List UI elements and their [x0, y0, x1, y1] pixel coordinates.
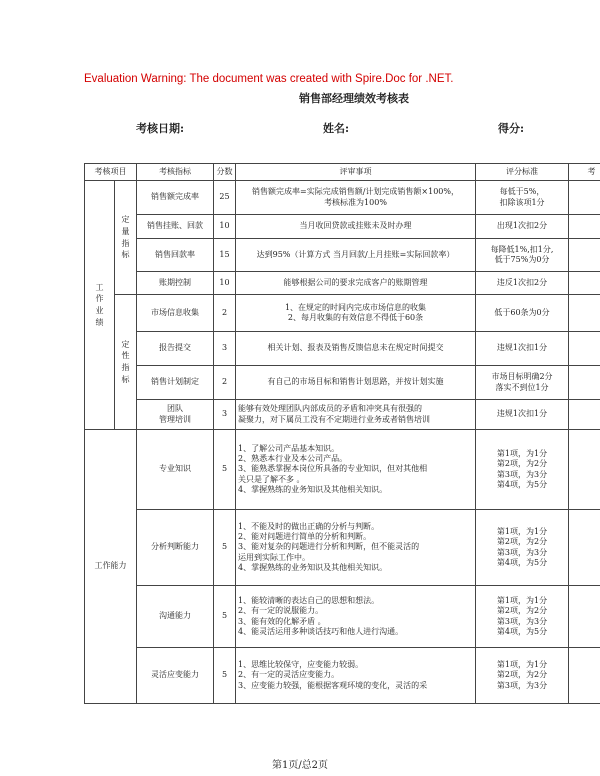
extra-cell [569, 295, 600, 332]
review-item-cell: 达到95%（计算方式 当月回款/上月挂账=实际回款率） [236, 239, 476, 272]
extra-cell [569, 400, 600, 430]
extra-cell [569, 430, 600, 510]
name-label: 姓名: [323, 122, 350, 135]
review-item-cell: 有自己的市场目标和销售计划思路，并按计划实施 [236, 366, 476, 400]
review-item-cell: 1、思维比较保守，应变能力较弱。 2、有一定的灵活应变能力。 3、应变能力较强，能根据客观环境的变化，灵活的采 [236, 648, 476, 704]
standard-cell: 违规1次扣1分 [476, 332, 569, 366]
score-cell: 5 [214, 430, 236, 510]
standard-cell: 每低于5%， 扣除该项1分 [476, 181, 569, 215]
page-title: 销售部经理绩效考核表 [299, 92, 409, 105]
column-header: 考核项目 [85, 164, 137, 181]
indicator-cell: 销售回款率 [137, 239, 214, 272]
page-number: 第1页/总2页 [271, 760, 329, 771]
extra-cell [569, 510, 600, 586]
extra-cell [569, 239, 600, 272]
group-work-ability: 工作能力 [85, 430, 137, 704]
indicator-cell: 专业知识 [137, 430, 214, 510]
extra-cell [569, 215, 600, 239]
review-item-cell: 能够根据公司的要求完成客户的账期管理 [236, 272, 476, 295]
indicator-cell: 团队 管理培训 [137, 400, 214, 430]
column-header: 分数 [214, 164, 236, 181]
score-cell: 3 [214, 400, 236, 430]
group-qualitative: 定性指标 [115, 295, 137, 430]
table-row [85, 648, 600, 704]
score-cell: 15 [214, 239, 236, 272]
table-row [85, 181, 600, 215]
review-item-cell: 1、在规定的时间内完成市场信息的收集 2、每月收集的有效信息不得低于60条 [236, 295, 476, 332]
evaluation-table [84, 163, 600, 704]
review-item-cell: 1、不能及时的做出正确的分析与判断。 2、能对问题进行简单的分析和判断。 3、能对复杂的问题进行分析和判断，但不能灵活的 运用到实际工作中。 4、掌握熟练的业务知识及其他相关知识。 [236, 510, 476, 586]
score-cell: 5 [214, 510, 236, 586]
standard-cell: 市场目标明确2分 落实不到位1分 [476, 366, 569, 400]
column-header: 评审事项 [236, 164, 476, 181]
column-header: 考核指标 [137, 164, 214, 181]
review-item-cell: 1、能较清晰的表达自己的思想和想法。 2、有一定的说服能力。 3、能有效的化解矛盾 。 4、能灵活运用多种谈话技巧和他人进行沟通。 [236, 586, 476, 648]
table-row [85, 586, 600, 648]
table-row [85, 295, 600, 332]
standard-cell: 每降低1%,扣1分, 低于75%为0分 [476, 239, 569, 272]
column-header: 评分标准 [476, 164, 569, 181]
score-cell: 2 [214, 366, 236, 400]
table-row [85, 239, 600, 272]
review-item-cell: 能够有效处理团队内部成员的矛盾和冲突具有很强的 凝聚力，对下属员工没有不定期进行业务或者销售培训 [236, 400, 476, 430]
table-header-row [85, 164, 600, 181]
column-header: 考 [569, 164, 600, 181]
table-row [85, 332, 600, 366]
review-item-cell: 相关计划、报表及销售反馈信息未在规定时间提交 [236, 332, 476, 366]
score-cell: 2 [214, 295, 236, 332]
indicator-cell: 销售挂账、回款 [137, 215, 214, 239]
standard-cell: 违规1次扣1分 [476, 400, 569, 430]
score-cell: 5 [214, 586, 236, 648]
indicator-cell: 销售计划制定 [137, 366, 214, 400]
standard-cell: 第1项，为1分 第2项，为2分 第3项，为3分 第4项，为5分 [476, 430, 569, 510]
extra-cell [569, 181, 600, 215]
score-label: 得分: [498, 122, 525, 135]
evaluation-warning: Evaluation Warning: The document was created with Spire.Doc for .NET. [84, 73, 454, 85]
indicator-cell: 报告提交 [137, 332, 214, 366]
score-cell: 5 [214, 648, 236, 704]
table-row [85, 430, 600, 510]
review-item-cell: 当月收回贷款或挂账未及时办理 [236, 215, 476, 239]
review-item-cell: 销售额完成率=实际完成销售额/计划完成销售额×100%， 考核标准为100% [236, 181, 476, 215]
standard-cell: 第1项，为1分 第2项，为2分 第3项，为3分 第4项，为5分 [476, 510, 569, 586]
extra-cell [569, 648, 600, 704]
table-row [85, 272, 600, 295]
score-cell: 25 [214, 181, 236, 215]
extra-cell [569, 332, 600, 366]
group-work-performance: 工作业绩 [85, 181, 115, 430]
extra-cell [569, 586, 600, 648]
score-cell: 3 [214, 332, 236, 366]
standard-cell: 第1项，为1分 第2项，为2分 第3项，为3分 [476, 648, 569, 704]
standard-cell: 出现1次扣2分 [476, 215, 569, 239]
table-row [85, 215, 600, 239]
score-cell: 10 [214, 215, 236, 239]
table-row [85, 510, 600, 586]
score-cell: 10 [214, 272, 236, 295]
indicator-cell: 销售额完成率 [137, 181, 214, 215]
review-item-cell: 1、了解公司产品基本知识。 2、熟悉本行业及本公司产品。 3、能熟悉掌握本岗位所具备的专业知识，但对其他相 关只是了解不多 。 4、掌握熟练的业务知识及其他相关知识。 [236, 430, 476, 510]
indicator-cell: 市场信息收集 [137, 295, 214, 332]
standard-cell: 违反1次扣2分 [476, 272, 569, 295]
indicator-cell: 账期控制 [137, 272, 214, 295]
standard-cell: 第1项，为1分 第2项，为2分 第3项，为3分 第4项，为5分 [476, 586, 569, 648]
table-row [85, 400, 600, 430]
group-quantitative: 定量指标 [115, 181, 137, 295]
indicator-cell: 灵活应变能力 [137, 648, 214, 704]
date-label: 考核日期: [136, 122, 185, 135]
extra-cell [569, 272, 600, 295]
indicator-cell: 沟通能力 [137, 586, 214, 648]
extra-cell [569, 366, 600, 400]
indicator-cell: 分析判断能力 [137, 510, 214, 586]
table-row [85, 366, 600, 400]
standard-cell: 低于60条为0分 [476, 295, 569, 332]
